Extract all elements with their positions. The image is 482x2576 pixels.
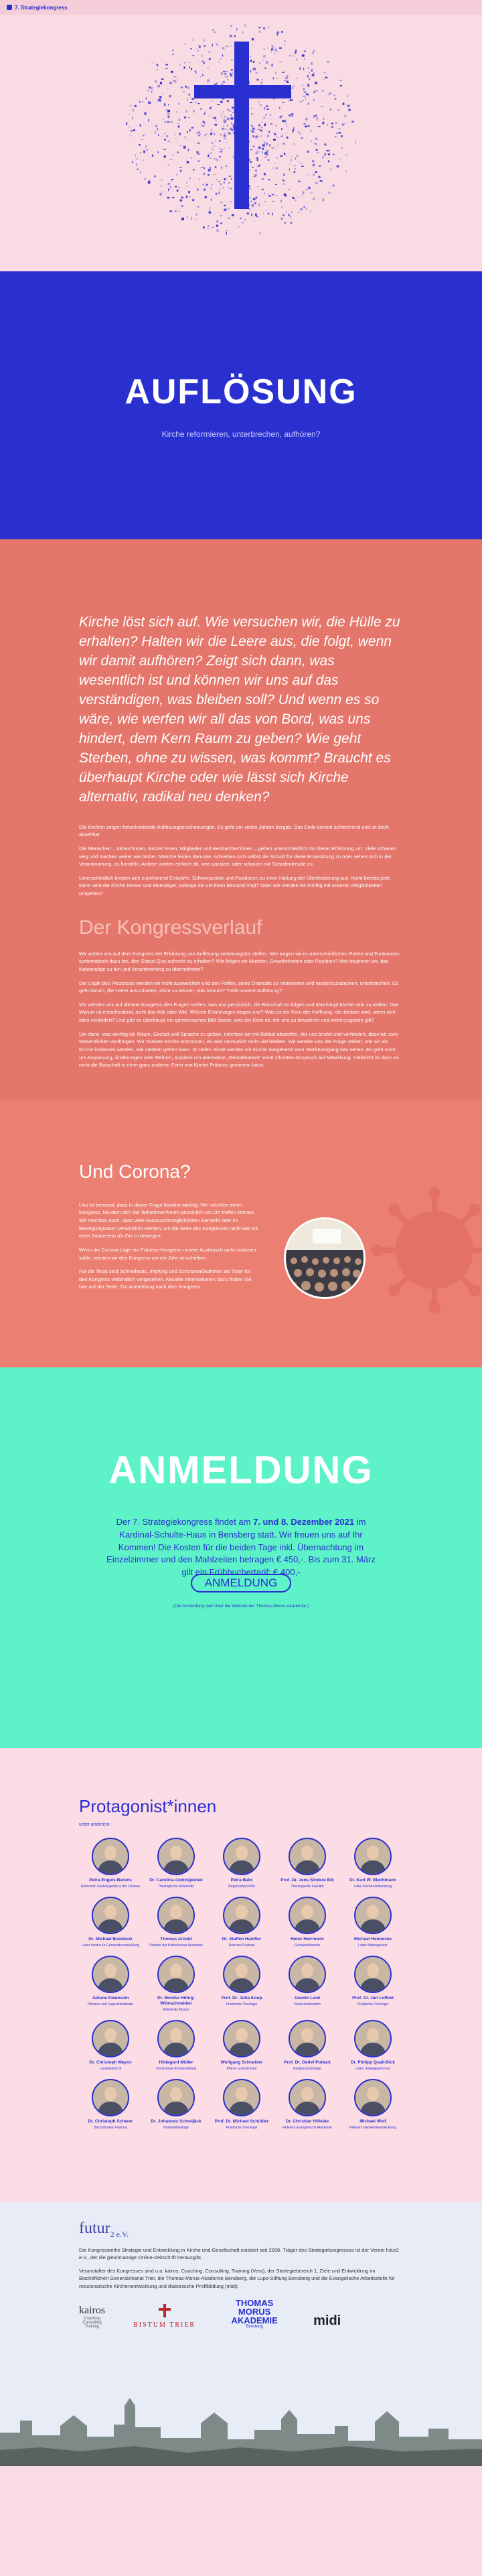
avatar <box>354 1956 392 1993</box>
kongress-paragraph: Um dann, was wichtig ist, Raum, Gestalt und Sprache zu geben, möchten wir mit Ballast abwerfen, der uns bindet und verhindert, dass wir zum Wesentlichen vordringen. Wir müssen Kirche entmotzen, es wird vermutlich nicht viel bleiben. Wir werden uns der Frage stellen, wie wir als Kirche loslassen werden, wie sterben gehen kann. Im tiefen Sinne werden wir Kirche ausgehend vom Sterbevorgang neu sehen. Es geht nicht um Anpassung, Änderungen oder Reform, sondern um alternative „Gestaltbarkeit“ einer Christen-Anspruch auf Mitwirkung. Vielleicht ist dann es nicht die Botschaft in einer ganz anderen Form von Kirche Präsenz gewinnen kann. <box>79 1030 400 1069</box>
protagonist-name: Thomas Arnold <box>160 1936 192 1942</box>
protagonist-card <box>145 1838 208 1889</box>
brand-label: 7. Strategiekongress <box>15 4 68 11</box>
protagonist-card <box>210 2020 273 2071</box>
avatar <box>157 1897 195 1934</box>
registration-section <box>0 1367 482 1748</box>
protagonist-name: Dr. Steffen Hamfler <box>222 1936 262 1942</box>
avatar <box>289 2079 326 2116</box>
protagonist-card <box>145 2020 208 2071</box>
protagonist-role: Referentin Bistum <box>163 2007 189 2012</box>
corona-paragraph: Uns ist bewusst, dass in dieser Frage Kantine wichtig: Wir möchten einen Kongress, bei dem sich die Teilnehmer*innen persönlich vor Ort treffen können. Wir möchten auch, dass viele Austauschmöglichkeiten Bemerkt oder im Bewegungsraum verwirklicht werden, um die Seite des Kongresses nicht wie mit einer Zaubererin als Ort zu bewegen. <box>79 1201 258 1239</box>
protagonist-role: Leiter Institut für Gemeindeentwicklung <box>81 1943 140 1948</box>
protagonists-grid <box>79 1838 408 2130</box>
page-title: AUFLÖSUNG <box>125 372 357 411</box>
footer <box>0 2202 482 2466</box>
protagonist-role: Religionssoziologe <box>293 2066 321 2071</box>
kongress-paragraph: Wir wollen uns auf dem Kongress der Erfahrung von Auflösung sicherungslos stellen. Wie tragen wir in unterschiedlichen Rollen und Funktionen systematisch dazu bei, den Status Quo aufrecht zu erhalten? Wie folgen wir Mustern, Gewohnheiten oder Routinen? Wie beginnen wir, das Notwendige zu tun und Verantwortung zu übernehmen? <box>79 950 400 972</box>
protagonist-card <box>79 2079 142 2130</box>
protagonist-role: Leiter Kirchenentwicklung <box>353 1884 392 1889</box>
protagonist-card <box>210 2079 273 2130</box>
protagonist-name: Heinz Herrmann <box>291 1936 324 1942</box>
congress-audience-photo <box>284 1217 366 1299</box>
protagonist-name: Prof. Dr. Jan Loffeld <box>352 1995 394 2001</box>
protagonist-name: Dr. Carolina Andrzejewski <box>149 1877 203 1883</box>
protagonist-name: Petra Bahr <box>230 1877 253 1883</box>
tma-logo-sub: Bensberg <box>246 2324 263 2329</box>
avatar <box>92 2020 129 2057</box>
footer-paragraph: Veranstalter des Kongresses sind u.a. kairos, Coaching, Consulting, Training (Vera), der Strategiebereich 1, Ziele und Entwicklung im Bischöflichen Generalvikariat Trier, die Thomas-Morus-Akademie Bensberg, die Lupo-Stiftung Bensberg und die Evangelische Arbeitsstelle für missionarische Kirchenentwicklung und diakonische Profilbildung (midi). <box>79 2267 395 2290</box>
protagonist-name: Dr. Kurt W. Blechmann <box>349 1877 397 1883</box>
registration-info-prefix: Der 7. Strategiekongress findet am <box>116 1516 254 1527</box>
avatar <box>157 2020 195 2057</box>
futur2-logo-sub: 2 e.V. <box>110 2229 129 2239</box>
protagonist-name: Dr. Philipp Quall-Dick <box>350 2059 396 2065</box>
partner-logos <box>79 2299 403 2329</box>
protagonist-card <box>79 2020 142 2071</box>
intro-paragraph: Die Menschen – Akteur*innen, Nutzer*innen, Mitglieder und Beobachter*innen – gehen unterschiedlich mit dieser Erfahrung um: Viele schauen weg und machen weiter wie bisher. Manche leiden darunter, schreiben sich selbst die Schuld für diese Entwicklung zu oder sehen sich in der Verantwortung, zu handeln. Andere warten einfach ab, was passiert, oder schauen mit Schadenfreude zu. <box>79 845 396 868</box>
avatar <box>354 2079 392 2116</box>
site-brand[interactable] <box>7 5 68 11</box>
protagonist-card <box>210 1897 273 1948</box>
avatar <box>92 1897 129 1934</box>
kairos-logo[interactable] <box>79 2305 105 2329</box>
intro-section <box>0 539 482 1099</box>
corona-paragraph: Wenn die Corona-Lage ein Präsenz-Kongress unsere Austausch nicht zulassen sollte, werden wir den Kongress um ein Jahr verschieben. <box>79 1246 256 1261</box>
protagonist-role: Direktor der Katholischen Akademie <box>149 1943 203 1948</box>
protagonist-card <box>79 1897 142 1948</box>
protagonist-card <box>145 1956 208 2012</box>
corona-paragraph: Für die Tests sind Schnelltests, Impfung und Schutzmaßnahmen als Tutor für den Kongress verbindlich vorgesehen. Aktuelle Informationen dazu finden Sie hier auf der Seite. Zur Anmeldung nach dem Kongress. <box>79 1268 252 1290</box>
protagonist-card <box>276 1897 339 1948</box>
protagonist-card <box>210 1956 273 2012</box>
avatar <box>223 1897 260 1934</box>
protagonist-card <box>276 2020 339 2071</box>
thomas-morus-akademie-logo[interactable] <box>224 2299 285 2329</box>
protagonist-name: Dr. Monika Höhrg-Wilmschneiden <box>157 1995 195 2006</box>
protagonist-role: Referent Evangelische Akademie <box>283 2125 332 2130</box>
protagonist-card <box>145 1897 208 1948</box>
kairos-logo-sub: Coaching Consulting Training <box>82 2316 102 2329</box>
protagonist-role: Pfarrerin und Superintendentin <box>87 2002 134 2007</box>
title-section <box>0 271 482 539</box>
protagonist-name: Michael Hennecke <box>353 1936 392 1942</box>
protagonist-role: Regionalbischöfin <box>228 1884 255 1889</box>
protagonist-card <box>145 2079 208 2130</box>
protagonist-card <box>341 1838 404 1889</box>
intro-paragraph: Unterschiedlich breiten sich zunehmend Entwürfe, Schwerpunkte und Positionen zu einer Haltung der Überforderung aus. Nicht bereits jetzt, wann wird die Kirche besser und lebendiger, solange sie um ihren Bestand ringt? Oder wie werden wir künftig mit unseren Möglichkeiten umgehen? <box>79 874 392 897</box>
top-bar <box>0 0 482 15</box>
avatar <box>157 2079 195 2116</box>
kongress-paragraph: Wir werden uns auf diesem Kongress den Fragen stellen, was uns persönlich, die Botschaft zu folgen und überhaupt Kirche sein zu wollen. Das Warum ist entscheidend, nicht das Wie oder Wie. Welche Erfahrungen tragen uns? Was ist der Kern der Hoffnung, der bleiben wird, wenn sich alles verändert? Und gibt es überhaupt ein gemeinsames Bild davon, was der Kern ist, der uns zu bewahren und weiterzugeben gilt? <box>79 1001 399 1024</box>
registration-heading: ANMELDUNG <box>108 1448 374 1492</box>
protagonist-role: Bischofsvikar Pastoral <box>94 2125 127 2130</box>
avatar <box>223 1838 260 1875</box>
corona-text <box>79 1201 260 1297</box>
kairos-logo-text: kairos <box>79 2304 106 2316</box>
avatar <box>92 1838 129 1875</box>
protagonists-heading: Protagonist*innen <box>79 1795 217 1816</box>
avatar <box>223 2020 260 2057</box>
footer-paragraph: Die Kongressreihe Strategie und Entwicklung in Kirche und Gesellschaft existiert seit 2008. Träger des Strategiekongresses ist der Verein futur2 e.V., der die gleichnamige Online-Zeitschrift herausgibt. <box>79 2246 399 2261</box>
dissolving-cross-icon <box>0 15 482 271</box>
protagonist-role: Referent Gemeindeentwicklung <box>349 2125 396 2130</box>
avatar <box>157 1838 195 1875</box>
protagonist-role: Leiter Bildungswerk <box>358 1943 388 1948</box>
protagonists-section <box>0 1748 482 2202</box>
intro-paragraph: Die Kirchen zeigen fortschreitende Auflösungserscheinungen. Es geht um vielen Jahren bergab. Das Ende kommt schleichend und ist doch absehbar. <box>79 823 389 838</box>
protagonist-name: Wolfgang Schneider <box>220 2059 263 2065</box>
protagonist-name: Dr. Christian Höfelde <box>285 2118 329 2124</box>
tma-logo-text: THOMAS MORUS AKADEMIE <box>231 2297 278 2325</box>
protagonist-name: Prof. Dr. Jens Sindere Bik <box>280 1877 334 1883</box>
protagonist-name: Petra Engels-Berens <box>89 1877 132 1883</box>
protagonists-subtitle: unter anderem: <box>79 1822 111 1827</box>
protagonist-name: Juliane Kleemann <box>92 1995 129 2001</box>
futur2-logo-text: futur <box>79 2219 110 2237</box>
protagonist-name: Prof. Dr. Michael Schüßler <box>214 2118 269 2124</box>
protagonist-name: Michael Wolf <box>359 2118 386 2124</box>
registration-info-suffix: im Kardinal-Schulte-Haus in Bensberg statt. Wir freuen uns auf Ihr Kommen! Die Kosten für die beiden Tage inkl. Übernachtung im Einzelzimmer und den Mahlzeiten betragen € 450,-. Bis zum 31. März gilt ein Frühbuchertarif: € 400,- <box>106 1516 376 1578</box>
protagonist-name: Jasmin Lenk <box>294 1995 321 2001</box>
kongress-paragraph: Der Logik des Prozesses werden wir nicht ausweichen und den Reflex, seine Dramatik zu relativieren und wiederzuzudecken, unterbrechen. Es geht darum, die Leere auszuhalten, ohne zu wissen, was kommt? Treibt unsere Auflösung? <box>79 979 398 994</box>
bistum-trier-logo-text: BISTUM TRIER <box>133 2321 196 2329</box>
avatar <box>354 2020 392 2057</box>
protagonist-card <box>276 2079 339 2130</box>
protagonist-role: Gemeindeberater <box>294 1943 321 1948</box>
protagonist-role: Pastoraltheologe <box>163 2125 189 2130</box>
protagonist-card <box>341 2079 404 2130</box>
protagonist-role: Theologische Fakultät <box>291 1884 324 1889</box>
protagonist-role: Landesbischof <box>99 2066 122 2071</box>
avatar <box>223 2079 260 2116</box>
avatar <box>354 1897 392 1934</box>
avatar <box>92 2079 129 2116</box>
avatar <box>92 1956 129 1993</box>
protagonist-role: Praktische Theologie <box>357 2002 389 2007</box>
avatar <box>157 1956 195 1993</box>
protagonist-role: Referent Pastoral <box>228 1943 255 1948</box>
futur2-logo[interactable] <box>79 2220 403 2240</box>
protagonist-card <box>276 1838 339 1889</box>
protagonist-role: Referentin Seelsorgende in der Diözese <box>80 1884 141 1889</box>
protagonist-card <box>79 1838 142 1889</box>
bistum-trier-logo[interactable] <box>133 2303 195 2329</box>
hero-cross-graphic <box>0 15 482 271</box>
corona-heading: Und Corona? <box>79 1160 191 1182</box>
protagonist-role: Praktische Theologie <box>226 2002 258 2007</box>
protagonist-name: Prof. Dr. Detlef Pollack <box>284 2059 331 2065</box>
avatar <box>289 2020 326 2057</box>
avatar <box>289 1838 326 1875</box>
registration-note: (Die Anmeldung läuft über die Website der Thomas-Morus-Akademie.) <box>173 1603 309 1609</box>
avatar <box>223 1956 260 1993</box>
protagonist-name: Prof. Dr. Jutta Koop <box>221 1995 262 2001</box>
protagonist-name: Dr. Johannes Schreijäck <box>151 2118 202 2124</box>
page-subtitle: Kirche reformieren, unterbrechen, aufhören? <box>161 429 321 439</box>
kongress-heading: Der Kongressverlauf <box>79 916 262 939</box>
midi-logo-text: midi <box>313 2313 341 2328</box>
protagonist-name: Hildegard Müller <box>159 2059 193 2065</box>
protagonist-name: Dr. Michael Bondesik <box>88 1936 133 1942</box>
protagonist-role: Praktische Theologie <box>226 2125 258 2130</box>
protagonist-name: Dr. Christoph Scherer <box>88 2118 133 2124</box>
protagonist-card <box>79 1956 142 2012</box>
corona-section <box>0 1099 482 1367</box>
midi-logo[interactable] <box>313 2313 341 2329</box>
registration-button[interactable]: ANMELDUNG <box>191 1574 291 1592</box>
protagonist-card <box>210 1838 273 1889</box>
brand-logo-icon <box>7 5 12 10</box>
registration-info <box>106 1516 376 1579</box>
protagonist-role: Vorsitzende Kirchenstiftung <box>155 2066 197 2071</box>
protagonist-role: Leiter Strategieprozess <box>355 2066 390 2071</box>
protagonist-card <box>341 2020 404 2071</box>
avatar <box>289 1897 326 1934</box>
avatar <box>289 1956 326 1993</box>
protagonist-role: Theologische Referentin <box>157 1884 195 1889</box>
registration-dates: 7. und 8. Dezember 2021 <box>253 1516 355 1527</box>
city-skyline-image <box>0 2386 482 2466</box>
virus-icon <box>371 1187 482 1314</box>
protagonist-name: Dr. Christoph Meyns <box>89 2059 132 2065</box>
protagonist-role: Pastoralreferentin <box>294 2002 321 2007</box>
avatar <box>354 1838 392 1875</box>
bistum-cross-icon <box>157 2303 172 2318</box>
protagonist-role: Pfarrer und Dechant <box>226 2066 257 2071</box>
protagonist-card <box>276 1956 339 2012</box>
protagonist-card <box>341 1897 404 1948</box>
protagonist-card <box>341 1956 404 2012</box>
intro-quote: Kirche löst sich auf. Wie versuchen wir, die Hülle zu erhalten? Halten wir die Leere aus, die folgt, wenn wir damit aufhören? Zeigt sich dann, was wesentlich ist und können wir uns auf das verständigen, was bleiben soll? Und wenn es so wäre, wie werfen wir all das von Bord, was uns hindert, dem Kern Raum zu geben? Wie geht Sterben, ohne zu wissen, was kommt? Braucht es überhaupt Kirche oder wie lässt sich Kirche alternativ, radikal neu denken? <box>79 614 400 805</box>
